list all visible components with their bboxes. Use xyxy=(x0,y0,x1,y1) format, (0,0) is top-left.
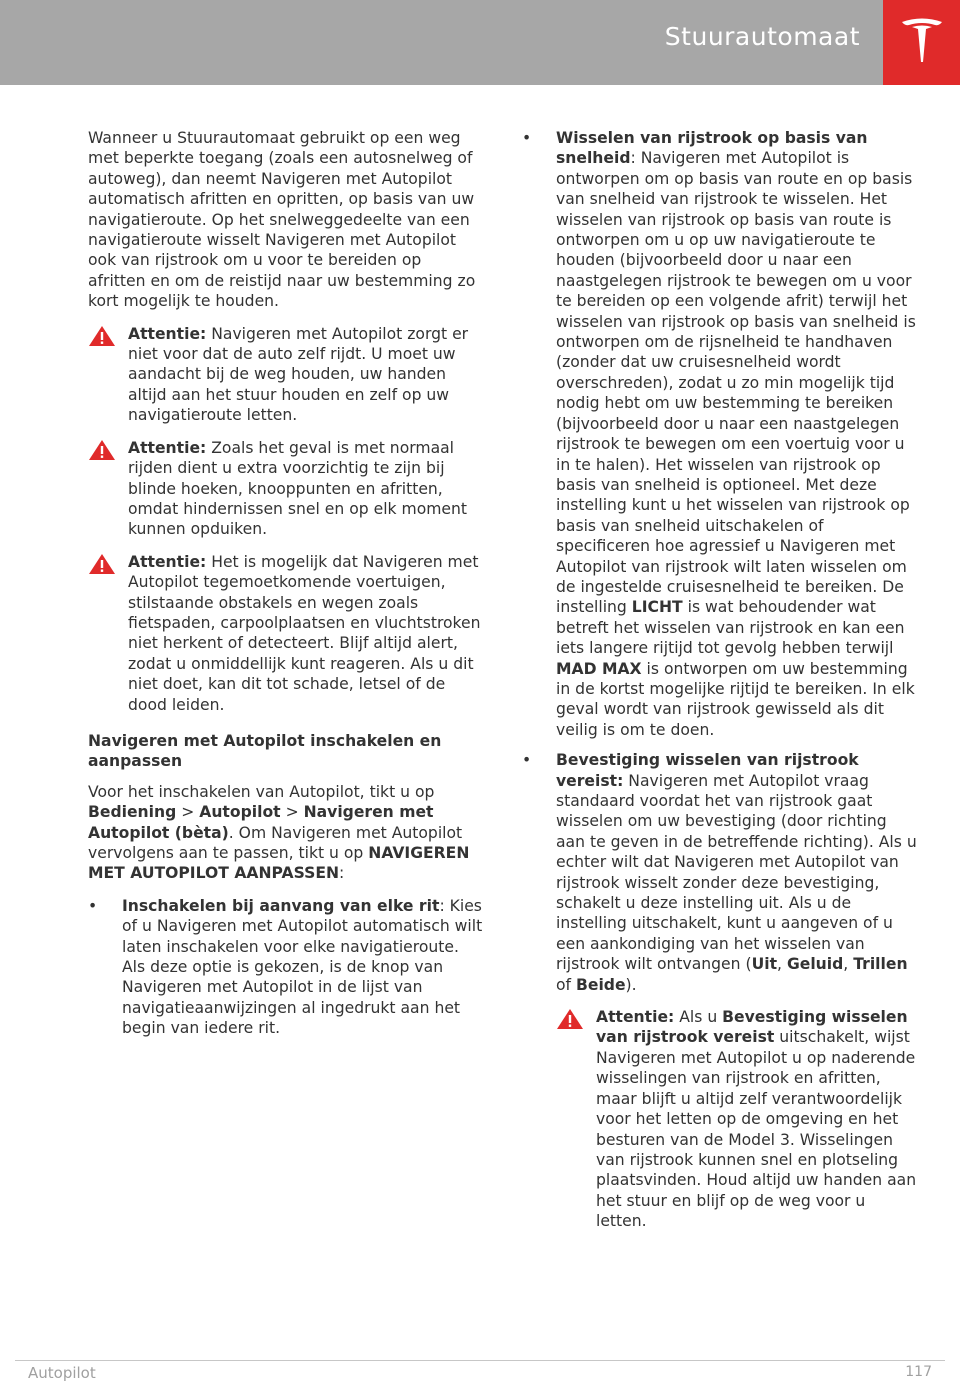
bullet-dot: • xyxy=(522,129,532,147)
warning-1 xyxy=(88,324,483,426)
setting-value: Uit xyxy=(751,955,778,974)
list-item xyxy=(522,750,918,1231)
tesla-logo xyxy=(883,0,960,85)
page-title: Stuurautomaat xyxy=(664,22,860,51)
warning-4 xyxy=(556,1007,918,1231)
page-number: 117 xyxy=(905,1364,932,1380)
warning-text: Zoals het geval is met normaal rijden dient u extra voorzichtig te zijn bij blinde hoeken, knooppunten en afritten, omdat hindernissen snel en op elk moment kunnen opduiken. xyxy=(128,438,468,539)
section-heading: Navigeren met Autopilot inschakelen en aanpassen xyxy=(88,731,442,771)
warning-text: Het is mogelijk dat Navigeren met Autopilot tegemoetkomende voertuigen, stilstaande obstakels en wegen zoals fietspaden, carpoolplaatsen en vluchtstroken niet herkent of detecteert. Blijf altijd alert, zodat u onmiddellijk kunt reageren. Als u dit niet doet, kan dit tot schade, letsel of de dood leiden. xyxy=(128,552,481,714)
list-item-title: Bevestiging wisselen van rijstrook vereist: xyxy=(556,751,859,790)
warning-label: Attentie: xyxy=(596,1008,675,1027)
intro-paragraph: Wanneer u Stuurautomaat gebruikt op een weg met beperkte toegang (zoals een autosnelweg of autoweg), dan neemt Navigeren met Autopilot automatisch afritten en opritten, op basis van uw navigatieroute. Op het snelweggedeelte van een navigatieroute wisselt Navigeren met Autopilot ook van rijstrook om u voor te bereiden op afritten en om de reistijd naar uw bestemming zo kort mogelijk te houden. xyxy=(88,129,476,311)
text-run: : xyxy=(339,864,345,883)
instructions-paragraph xyxy=(88,782,483,884)
list-item xyxy=(88,896,483,1039)
warning-text: Navigeren met Autopilot zorgt er niet voor dat de auto zelf rijdt. U moet uw aandacht bij de weg houden, uw handen altijd aan het stuur houden en zelf op uw navigatieroute letten. xyxy=(128,324,469,425)
list-item xyxy=(522,128,918,740)
text-run: , xyxy=(843,955,854,974)
page-header xyxy=(0,0,960,85)
list-item-title: Inschakelen bij aanvang van elke rit xyxy=(122,896,440,915)
warning-label: Attentie: xyxy=(128,552,207,571)
setting-value: Beide xyxy=(576,975,626,994)
text-run: ). xyxy=(625,975,637,994)
list-item-title: Wisselen van rijstrook op basis van snelheid xyxy=(556,129,868,168)
text-run: > xyxy=(280,803,304,822)
setting-name: NAVIGEREN MET AUTOPILOT AANPASSEN xyxy=(88,844,470,883)
text-run: Voor het inschakelen van Autopilot, tikt u op xyxy=(88,782,435,801)
warning-icon xyxy=(88,325,116,347)
setting-value: Trillen xyxy=(853,955,908,974)
setting-value: LICHT xyxy=(631,598,683,617)
text-run: Als u xyxy=(674,1008,723,1027)
warning-label: Attentie: xyxy=(128,324,207,343)
footer-section: Autopilot xyxy=(28,1364,96,1382)
warning-icon xyxy=(556,1008,584,1030)
warning-label: Attentie: xyxy=(128,438,207,457)
list-item-text: : Kies of u Navigeren met Autopilot automatisch wilt laten inschakelen voor elke navigatieroute. Als deze optie is gekozen, is de knop van Navigeren met Autopilot in de lijst van navigatieaanwijzingen al ingedrukt aan het begin van iedere rit. xyxy=(122,896,483,1038)
text-run: is ontworpen om uw bestemming in de kortst mogelijke rijtijd te bereiken. In elk geval wordt van rijstrook gewisseld als dit veilig is om te doen. xyxy=(556,659,915,739)
warning-3 xyxy=(88,552,483,715)
menu-path-autopilot: Autopilot xyxy=(199,803,281,822)
text-run: > xyxy=(176,803,200,822)
right-column xyxy=(522,128,918,1244)
menu-path-bediening: Bediening xyxy=(88,803,177,822)
footer-divider xyxy=(15,1360,945,1361)
warning-2 xyxy=(88,438,483,540)
warning-icon xyxy=(88,553,116,575)
setting-name: Bevestiging wisselen van rijstrook vereist xyxy=(596,1008,908,1047)
setting-value: Geluid xyxy=(786,955,844,974)
warning-icon xyxy=(88,439,116,461)
setting-value: MAD MAX xyxy=(556,659,642,678)
bullet-dot: • xyxy=(522,751,532,770)
text-run: is wat behoudender wat betreft het wisselen van rijstrook en kan een iets langere rijtijd tot gevolg hebben terwijl xyxy=(556,598,905,658)
text-run: . Om Navigeren met Autopilot vervolgens aan te passen, tikt u op xyxy=(88,823,463,862)
menu-path-navigeren: Navigeren met Autopilot (bèta) xyxy=(88,803,434,842)
text-run: Navigeren met Autopilot vraag standaard voordat het van rijstrook gaat wisselen om uw bevestiging (door richting aan te geven in de betreffende richting). Als u echter wilt dat Navigeren met Autopilot van rijstrook wisselt zonder deze bevestiging, schakelt u deze instelling uit. Als u de instelling uitschakelt, kunt u aangeven of u een aankondiging van het wisselen van rijstrook wilt ontvangen ( xyxy=(556,771,917,974)
left-column xyxy=(88,128,483,1049)
tesla-logo-icon xyxy=(899,16,945,66)
text-run: uitschakelt, wijst Navigeren met Autopilot u op naderende wisselingen van rijstrook en afritten, maar blijft u altijd zelf verantwoordelijk voor het letten op de omgeving en het besturen van de Model 3. Wisselingen van rijstrook kunnen snel en plotseling plaatsvinden. Houd altijd uw handen aan het stuur en blijf op de weg voor u letten. xyxy=(596,1028,917,1231)
bullet-dot: • xyxy=(88,896,98,915)
text-run: of xyxy=(556,975,576,994)
text-run: : Navigeren met Autopilot is ontworpen om op basis van route en op basis van snelheid van rijstrook te wisselen. Het wisselen van rijstrook op basis van route is ontworpen om u op uw navigatieroute te houden (bijvoorbeeld door u naar een naastgelegen rijstrook te bewegen om u voor te bereiden op een volgende afrit) terwijl het wisselen van rijstrook op basis van snelheid is ontworpen om de rijsnelheid te handhaven (zonder dat uw cruisesnelheid wordt overschreden), zodat u zo min mogelijk tijd nodig hebt om uw bestemming te bereiken (bijvoorbeeld door u naar een naastgelegen rijstrook te bewegen om een voertuig voor u in te halen). Het wisselen van rijstrook op basis van snelheid is optioneel. Met deze instelling kunt u het wisselen van rijstrook op basis van snelheid uitschakelen of specificeren hoe agressief u Navigeren met Autopilot van rijstrook wilt laten wisselen om de ingestelde cruisesnelheid te bereiken. De instelling xyxy=(556,149,916,617)
text-run: , xyxy=(777,955,787,974)
